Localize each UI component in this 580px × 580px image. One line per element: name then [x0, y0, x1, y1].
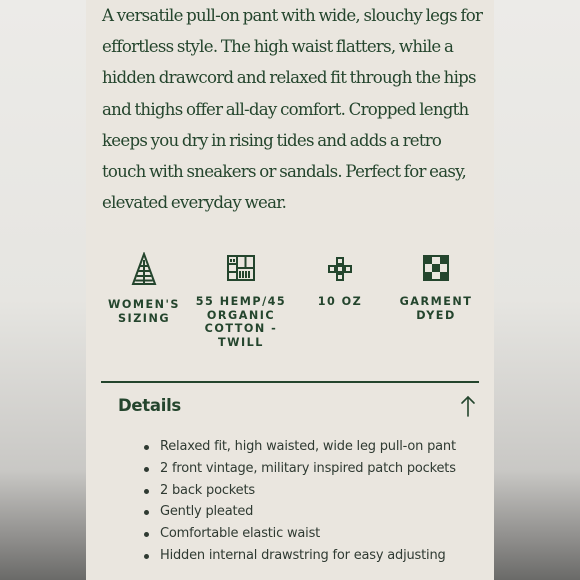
feature-label: 55 HEMP/45 ORGANIC COTTON - TWILL — [195, 295, 287, 349]
fabric-grid-icon — [227, 255, 255, 281]
feature-garment-dyed — [386, 255, 486, 322]
bullet-icon — [144, 554, 149, 559]
details-list — [144, 436, 484, 567]
feature-fabric — [191, 255, 291, 349]
bullet-icon — [144, 445, 149, 450]
feature-icons-row — [86, 252, 494, 362]
list-item: 2 front vintage, military inspired patch pockets — [144, 458, 484, 480]
section-divider — [101, 381, 479, 383]
list-item: Comfortable elastic waist — [144, 523, 484, 545]
feature-label: GARMENT DYED — [399, 295, 473, 322]
checker-square-icon — [423, 255, 449, 281]
list-item: Hidden internal drawstring for easy adjusting — [144, 545, 484, 567]
details-heading[interactable]: Details — [118, 396, 181, 415]
triangle-tree-icon — [131, 252, 157, 286]
weight-cross-icon — [327, 256, 353, 282]
list-item: Relaxed fit, high waisted, wide leg pull-on pant — [144, 436, 484, 458]
product-info-panel — [86, 0, 494, 580]
list-item: 2 back pockets — [144, 480, 484, 502]
feature-label: 10 OZ — [317, 295, 363, 308]
bullet-icon — [144, 510, 149, 515]
bullet-icon — [144, 467, 149, 472]
bullet-icon — [144, 489, 149, 494]
feature-label: WOMEN'S SIZING — [108, 298, 180, 325]
bullet-icon — [144, 532, 149, 537]
feature-weight — [290, 256, 390, 309]
arrow-up-icon[interactable] — [458, 394, 478, 418]
list-item: Gently pleated — [144, 501, 484, 523]
product-description: A versatile pull-on pant with wide, slouchy legs for effortless style. The high waist flatters, while a hidden drawcord and relaxed fit through the hips and thighs offer all-day comfort. Cropped length keeps you dry in rising tides and adds a retro touch with sneakers or sandals. Perfect for easy, elevated everyday wear. — [102, 6, 483, 213]
feature-womens-sizing — [94, 252, 194, 325]
